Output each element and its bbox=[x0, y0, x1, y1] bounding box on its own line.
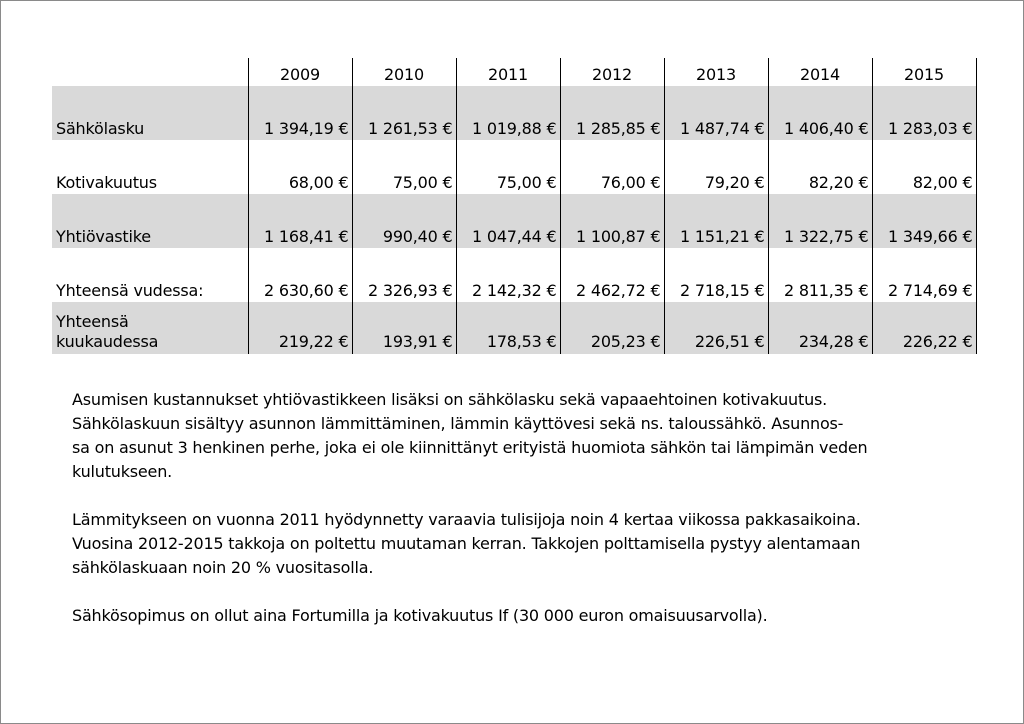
table-cell: 2 714,69 € bbox=[872, 248, 976, 302]
table-cell: 1 285,85 € bbox=[560, 86, 664, 140]
table-cell: 2 811,35 € bbox=[768, 248, 872, 302]
notes-paragraph bbox=[72, 604, 972, 628]
table-cell: 990,40 € bbox=[352, 194, 456, 248]
table-cell: 1 283,03 € bbox=[872, 86, 976, 140]
year-header: 2012 bbox=[560, 58, 664, 86]
table-cell: 2 142,32 € bbox=[456, 248, 560, 302]
text-line: Lämmitykseen on vuonna 2011 hyödynnetty varaavia tulisijoja noin 4 kertaa viikossa pakkasaikoina. bbox=[72, 510, 861, 529]
year-header: 2009 bbox=[248, 58, 352, 86]
table-cell: 2 326,93 € bbox=[352, 248, 456, 302]
header-corner-cell bbox=[52, 58, 248, 86]
table-cell: 178,53 € bbox=[456, 302, 560, 354]
table-row-electricity bbox=[52, 86, 976, 140]
table-cell: 2 630,60 € bbox=[248, 248, 352, 302]
year-header: 2013 bbox=[664, 58, 768, 86]
table-cell: 2 718,15 € bbox=[664, 248, 768, 302]
row-label: Kotivakuutus bbox=[52, 140, 248, 194]
year-header: 2015 bbox=[872, 58, 976, 86]
text-line: Asumisen kustannukset yhtiövastikkeen lisäksi on sähkölasku sekä vapaaehtoinen kotivakuutus. bbox=[72, 390, 828, 409]
table-cell: 68,00 € bbox=[248, 140, 352, 194]
table-cell: 1 019,88 € bbox=[456, 86, 560, 140]
notes-paragraph bbox=[72, 508, 972, 580]
notes-text bbox=[72, 388, 972, 652]
text-line: Sähkösopimus on ollut aina Fortumilla ja kotivakuutus If (30 000 euron omaisuusarvolla). bbox=[72, 606, 768, 625]
table-cell: 1 100,87 € bbox=[560, 194, 664, 248]
text-line: sa on asunut 3 henkinen perhe, joka ei ole kiinnittänyt erityistä huomiota sähkön tai lämpimän veden bbox=[72, 438, 868, 457]
year-header: 2010 bbox=[352, 58, 456, 86]
table-cell: 79,20 € bbox=[664, 140, 768, 194]
table-cell: 75,00 € bbox=[352, 140, 456, 194]
text-line: sähkölaskuaan noin 20 % vuositasolla. bbox=[72, 558, 374, 577]
table-cell: 76,00 € bbox=[560, 140, 664, 194]
table-cell: 219,22 € bbox=[248, 302, 352, 354]
table-cell: 1 487,74 € bbox=[664, 86, 768, 140]
row-label-line: kuukaudessa bbox=[56, 332, 159, 351]
table-row-home-insurance bbox=[52, 140, 976, 194]
text-line: Sähkölaskuun sisältyy asunnon lämmittäminen, lämmin käyttövesi sekä ns. taloussähkö. Asunnos- bbox=[72, 414, 844, 433]
row-label bbox=[52, 302, 248, 354]
table-cell: 75,00 € bbox=[456, 140, 560, 194]
table-row-monthly-total bbox=[52, 302, 976, 354]
table-cell: 1 349,66 € bbox=[872, 194, 976, 248]
table-cell: 1 394,19 € bbox=[248, 86, 352, 140]
table-cell: 2 462,72 € bbox=[560, 248, 664, 302]
table-cell: 1 047,44 € bbox=[456, 194, 560, 248]
row-label: Yhtiövastike bbox=[52, 194, 248, 248]
table-cell: 82,00 € bbox=[872, 140, 976, 194]
table-cell: 234,28 € bbox=[768, 302, 872, 354]
year-header: 2014 bbox=[768, 58, 872, 86]
table-cell: 82,20 € bbox=[768, 140, 872, 194]
table-row-maintenance-charge bbox=[52, 194, 976, 248]
table-cell: 205,23 € bbox=[560, 302, 664, 354]
table-cell: 226,22 € bbox=[872, 302, 976, 354]
year-header: 2011 bbox=[456, 58, 560, 86]
table-cell: 1 151,21 € bbox=[664, 194, 768, 248]
table-cell: 1 322,75 € bbox=[768, 194, 872, 248]
row-label-line: Yhteensä bbox=[56, 312, 129, 331]
table-cell: 1 261,53 € bbox=[352, 86, 456, 140]
text-line: kulutukseen. bbox=[72, 462, 173, 481]
notes-paragraph bbox=[72, 388, 972, 484]
row-label: Sähkölasku bbox=[52, 86, 248, 140]
table-cell: 1 168,41 € bbox=[248, 194, 352, 248]
table-cell: 226,51 € bbox=[664, 302, 768, 354]
table-row-yearly-total bbox=[52, 248, 976, 302]
table-cell: 1 406,40 € bbox=[768, 86, 872, 140]
housing-cost-table bbox=[52, 58, 977, 354]
text-line: Vuosina 2012-2015 takkoja on poltettu muutaman kerran. Takkojen polttamisella pystyy alentamaan bbox=[72, 534, 861, 553]
row-label: Yhteensä vudessa: bbox=[52, 248, 248, 302]
table-cell: 193,91 € bbox=[352, 302, 456, 354]
year-header-row bbox=[52, 58, 976, 86]
